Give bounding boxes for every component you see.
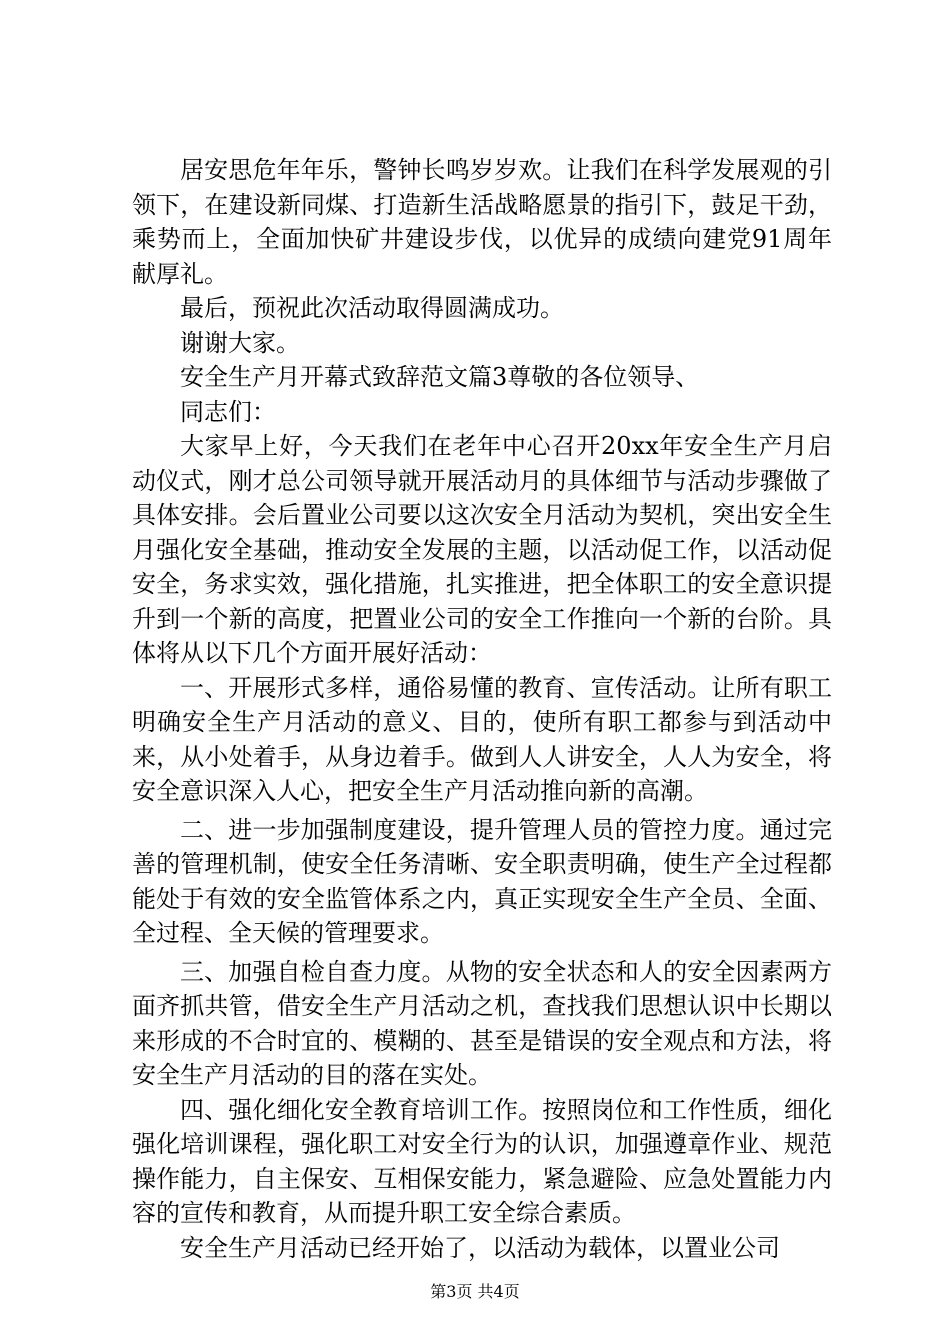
- paragraph: 三、加强自检自查力度。从物的安全状态和人的安全因素两方面齐抓共管，借安全生产月活动之机，查找我们思想认识中长期以来形成的不合时宜的、模糊的、甚至是错误的安全观点和方法，将安全生产月活动的目的落在实处。: [132, 957, 832, 1089]
- page-footer: 第3页 共4页: [430, 1282, 520, 1301]
- paragraph: 最后，预祝此次活动取得圆满成功。: [180, 294, 564, 322]
- paragraph: 谢谢大家。: [180, 328, 300, 357]
- paragraph: 同志们：: [180, 397, 276, 426]
- paragraph: 大家早上好，今天我们在老年中心召开20xx年安全生产月启动仪式，刚才总公司领导就开展活动月的具体细节与活动步骤做了具体安排。会后置业公司要以这次安全月活动为契机，突出安全生月强化安全基础，推动安全发展的主题，以活动促工作，以活动促安全，务求实效，强化措施，扎实推进，把全体职工的安全意识提升到一个新的高度，把置业公司的安全工作推向一个新的台阶。具体将从以下几个方面开展好活动：: [132, 432, 832, 667]
- paragraph: 四、强化细化安全教育培训工作。按照岗位和工作性质，细化强化培训课程，强化职工对安全行为的认识，加强遵章作业、规范操作能力，自主保安、互相保安能力，紧急避险、应急处置能力内容的宣传和教育，从而提升职工安全综合素质。: [132, 1095, 832, 1227]
- paragraph: 一、开展形式多样，通俗易懂的教育、宣传活动。让所有职工明确安全生产月活动的意义、目的，使所有职工都参与到活动中来，从小处着手，从身边着手。做到人人讲安全，人人为安全，将安全意识深入人心，把安全生产月活动推向新的高潮。: [132, 673, 832, 805]
- document-body: [132, 153, 832, 1265]
- paragraph: 二、进一步加强制度建设，提升管理人员的管控力度。通过完善的管理机制，使安全任务清晰、安全职责明确，使生产全过程都能处于有效的安全监管体系之内，真正实现安全生产全员、全面、全过程、全天候的管理要求。: [132, 815, 832, 947]
- paragraph: 安全生产月开幕式致辞范文篇3尊敬的各位领导、: [180, 363, 700, 391]
- paragraph: 安全生产月活动已经开始了，以活动为载体，以置业公司: [180, 1233, 780, 1262]
- paragraph: 居安思危年年乐，警钟长鸣岁岁欢。让我们在科学发展观的引领下，在建设新同煤、打造新生活战略愿景的指引下，鼓足干劲，乘势而上，全面加快矿井建设步伐，以优异的成绩向建党91周年献厚礼。: [132, 156, 832, 288]
